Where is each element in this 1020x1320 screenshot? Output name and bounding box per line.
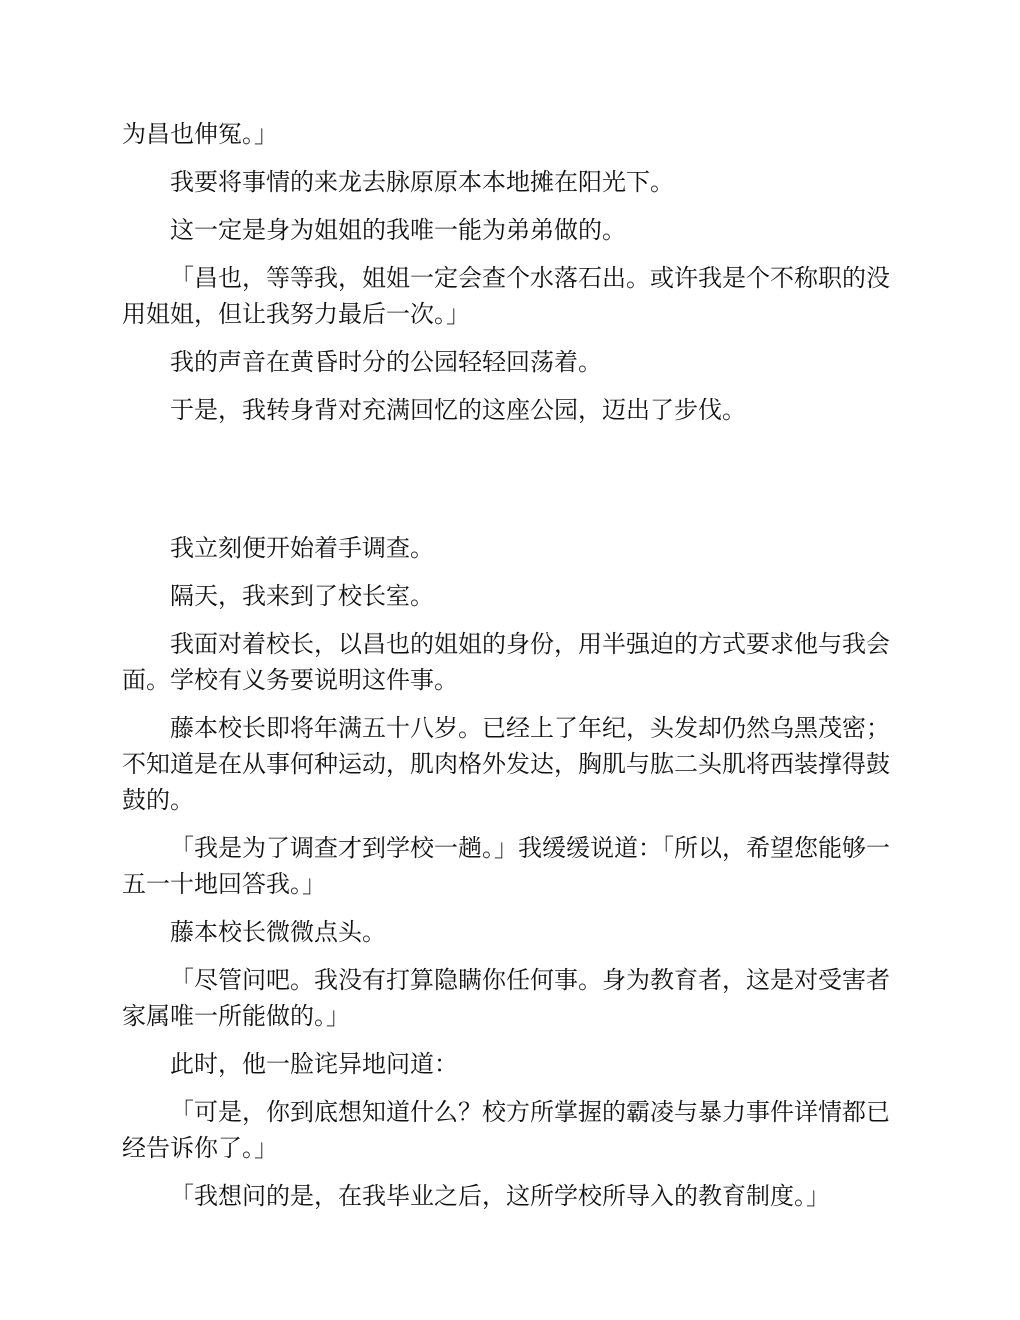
body-text: [122, 116, 902, 1214]
paragraph: 为昌也伸冤。」: [122, 120, 278, 148]
paragraph: 这一定是身为姐姐的我唯一能为弟弟做的。: [170, 216, 626, 244]
paragraph: 我立刻便开始着手调查。: [170, 534, 434, 562]
paragraph: 「我是为了调查才到学校一趟。」我缓缓说道：「所以，希望您能够一五一十地回答我。」: [122, 834, 890, 898]
paragraph: 此时，他一脸诧异地问道：: [170, 1050, 458, 1078]
paragraph: 「昌也，等等我，姐姐一定会查个水落石出。或许我是个不称职的没用姐姐，但让我努力最后一次。」: [122, 264, 890, 328]
paragraph: 「我想问的是，在我毕业之后，这所学校所导入的教育制度。」: [170, 1182, 830, 1210]
paragraph: 我面对着校长，以昌也的姐姐的身份，用半强迫的方式要求他与我会面。学校有义务要说明这件事。: [122, 630, 890, 694]
paragraph: 藤本校长微微点头。: [170, 918, 386, 946]
paragraph: 藤本校长即将年满五十八岁。已经上了年纪，头发却仍然乌黑茂密；不知道是在从事何种运动，肌肉格外发达，胸肌与肱二头肌将西装撑得鼓鼓的。: [122, 714, 890, 814]
paragraph: 「尽管问吧。我没有打算隐瞒你任何事。身为教育者，这是对受害者家属唯一所能做的。」: [122, 966, 890, 1030]
paragraph: 我的声音在黄昏时分的公园轻轻回荡着。: [170, 348, 602, 376]
paragraph: 于是，我转身背对充满回忆的这座公园，迈出了步伐。: [170, 396, 746, 424]
paragraph: 我要将事情的来龙去脉原原本本地摊在阳光下。: [170, 168, 674, 196]
paragraph: 「可是，你到底想知道什么？校方所掌握的霸凌与暴力事件详情都已经告诉你了。」: [122, 1098, 890, 1162]
paragraph: 隔天，我来到了校长室。: [170, 582, 434, 610]
